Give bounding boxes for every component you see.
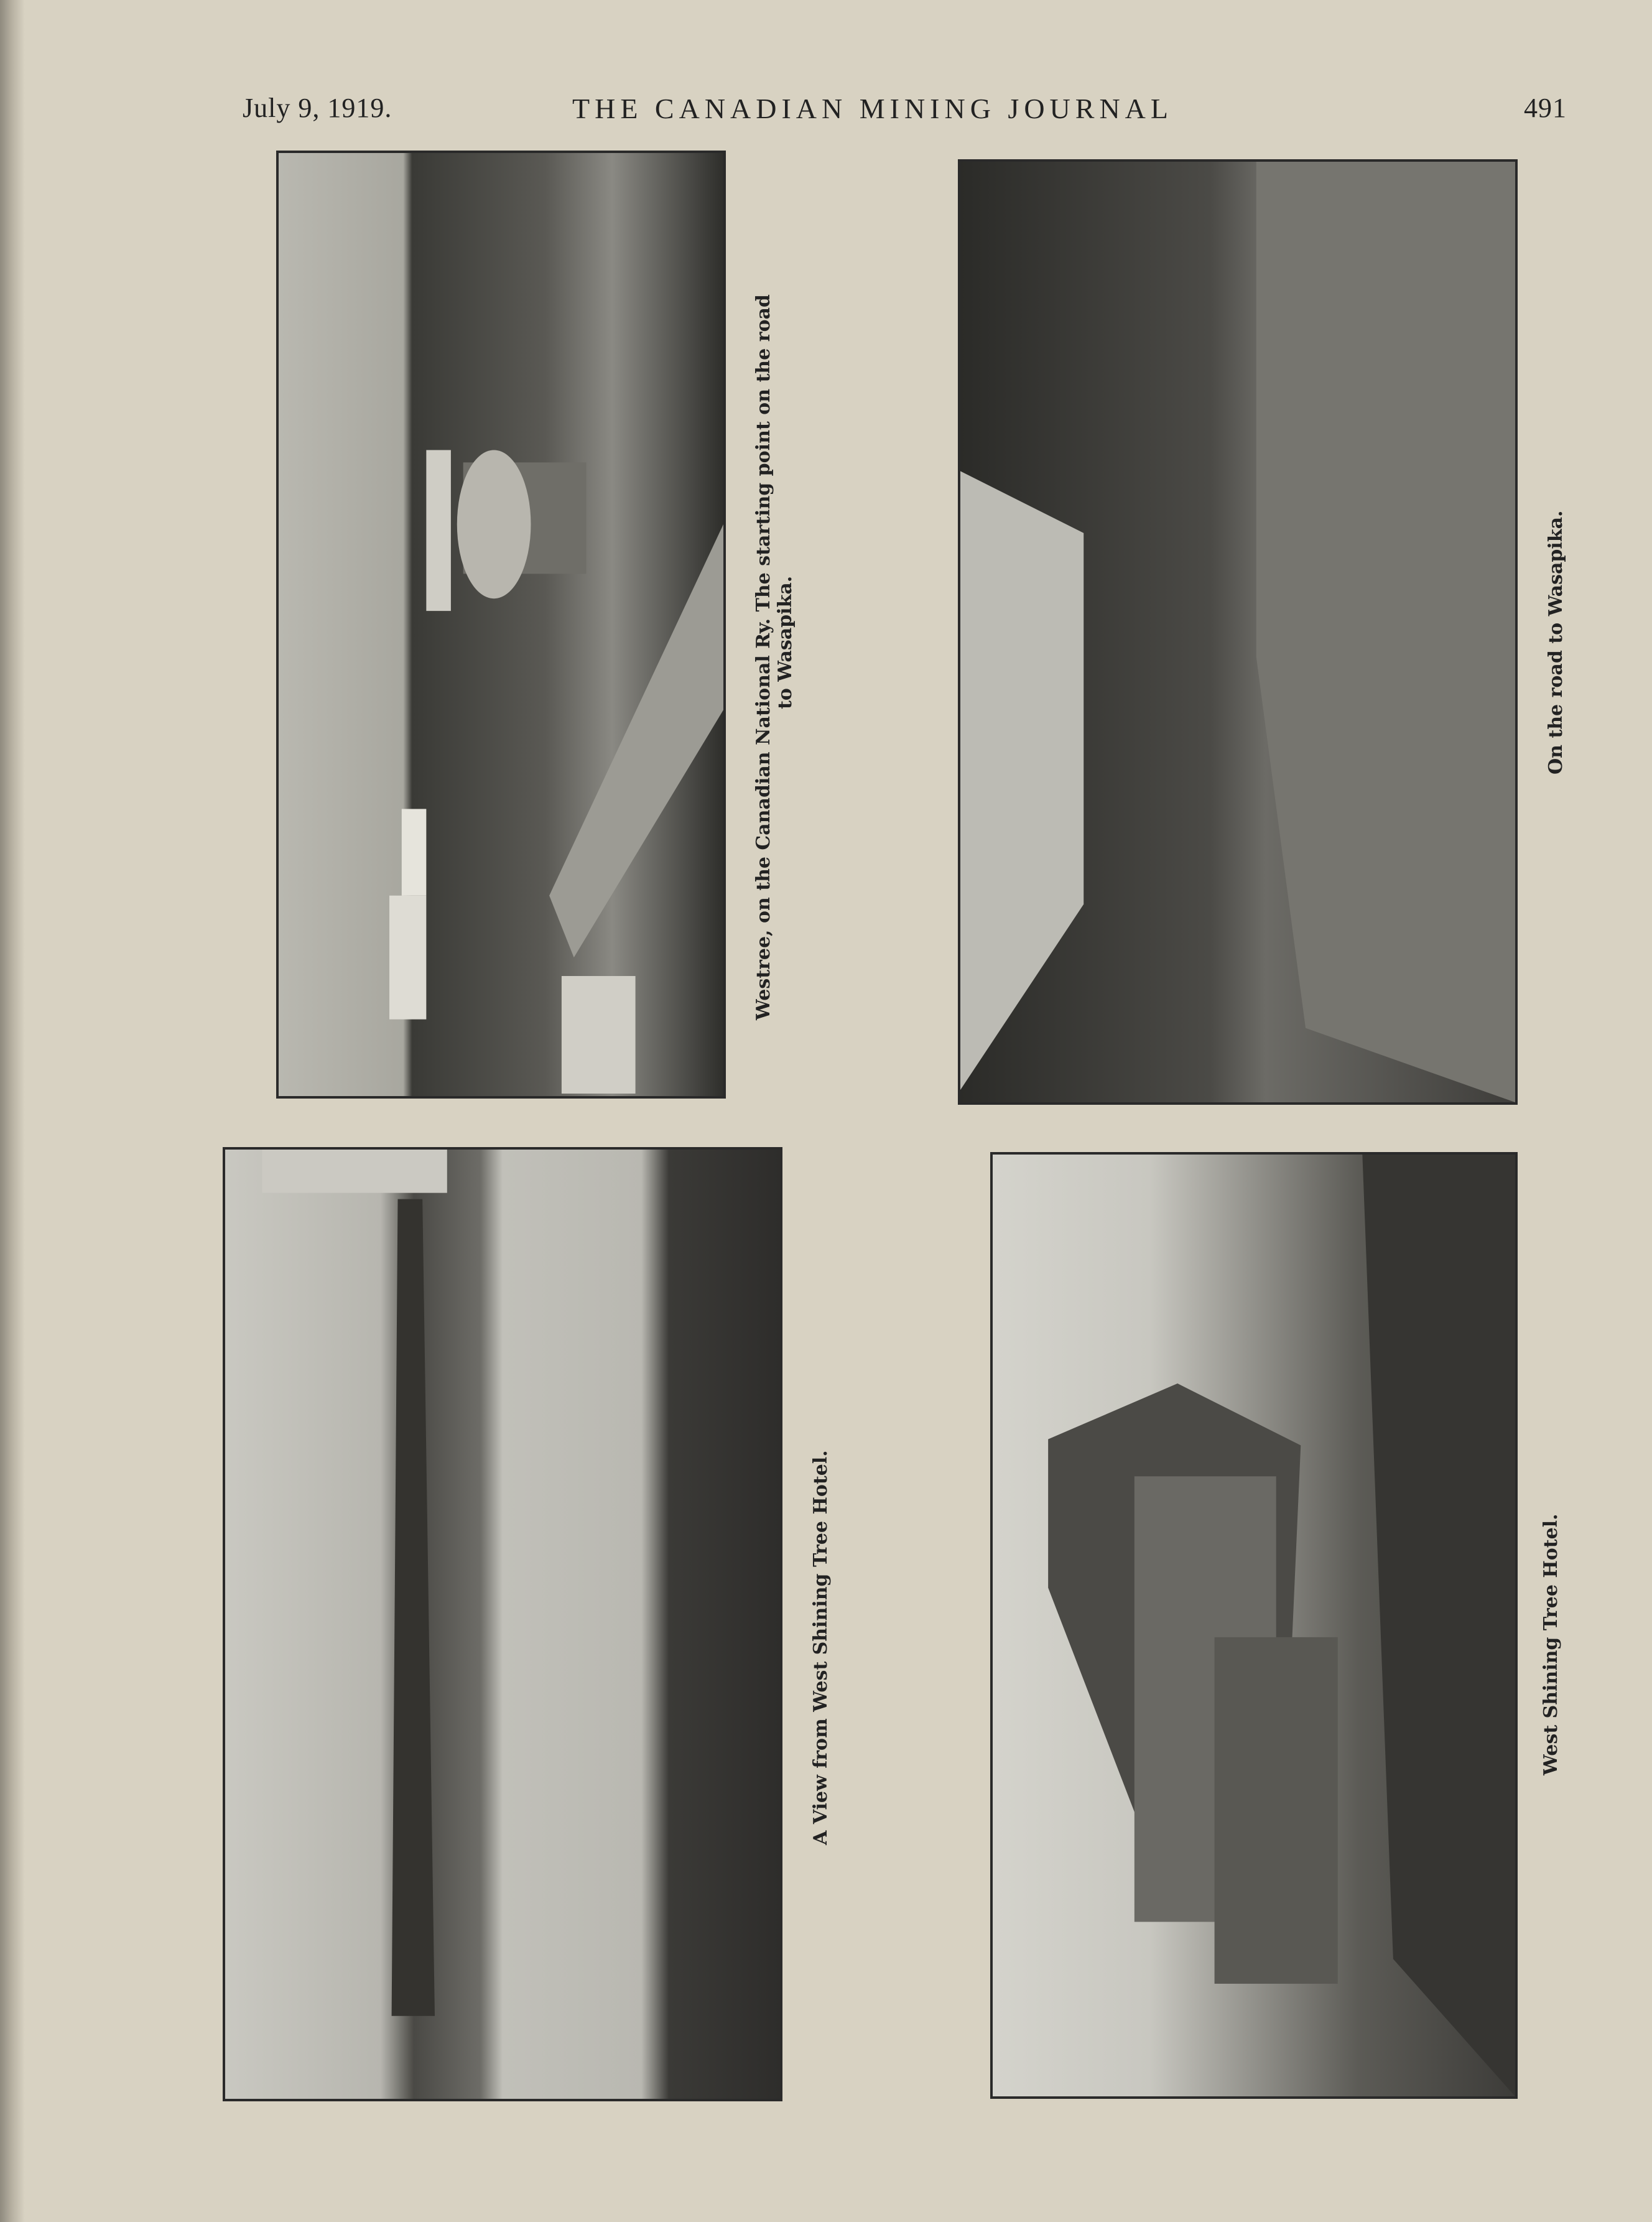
caption-west-shining-tree-hotel: West Shining Tree Hotel.	[1540, 1513, 1562, 1775]
header-date: July 9, 1919.	[243, 93, 392, 123]
caption-road-to-wasapika: On the road to Wasapika.	[1545, 510, 1567, 774]
caption-view-from-hotel: A View from West Shining Tree Hotel.	[810, 1450, 832, 1845]
photo-road-to-wasapika	[958, 159, 1518, 1105]
caption-westree-line2: to Wasapika.	[774, 575, 796, 709]
photo-west-shining-tree-hotel	[990, 1152, 1518, 2099]
photo-westree-station	[276, 151, 726, 1099]
caption-westree-line1: Westree, on the Canadian National Ry. The starting point on the road	[753, 294, 774, 1020]
header-journal-title: THE CANADIAN MINING JOURNAL	[572, 93, 1173, 124]
header-page-number: 491	[1524, 93, 1567, 123]
photo-view-from-hotel	[223, 1147, 782, 2101]
page-binding-edge	[0, 0, 25, 2222]
